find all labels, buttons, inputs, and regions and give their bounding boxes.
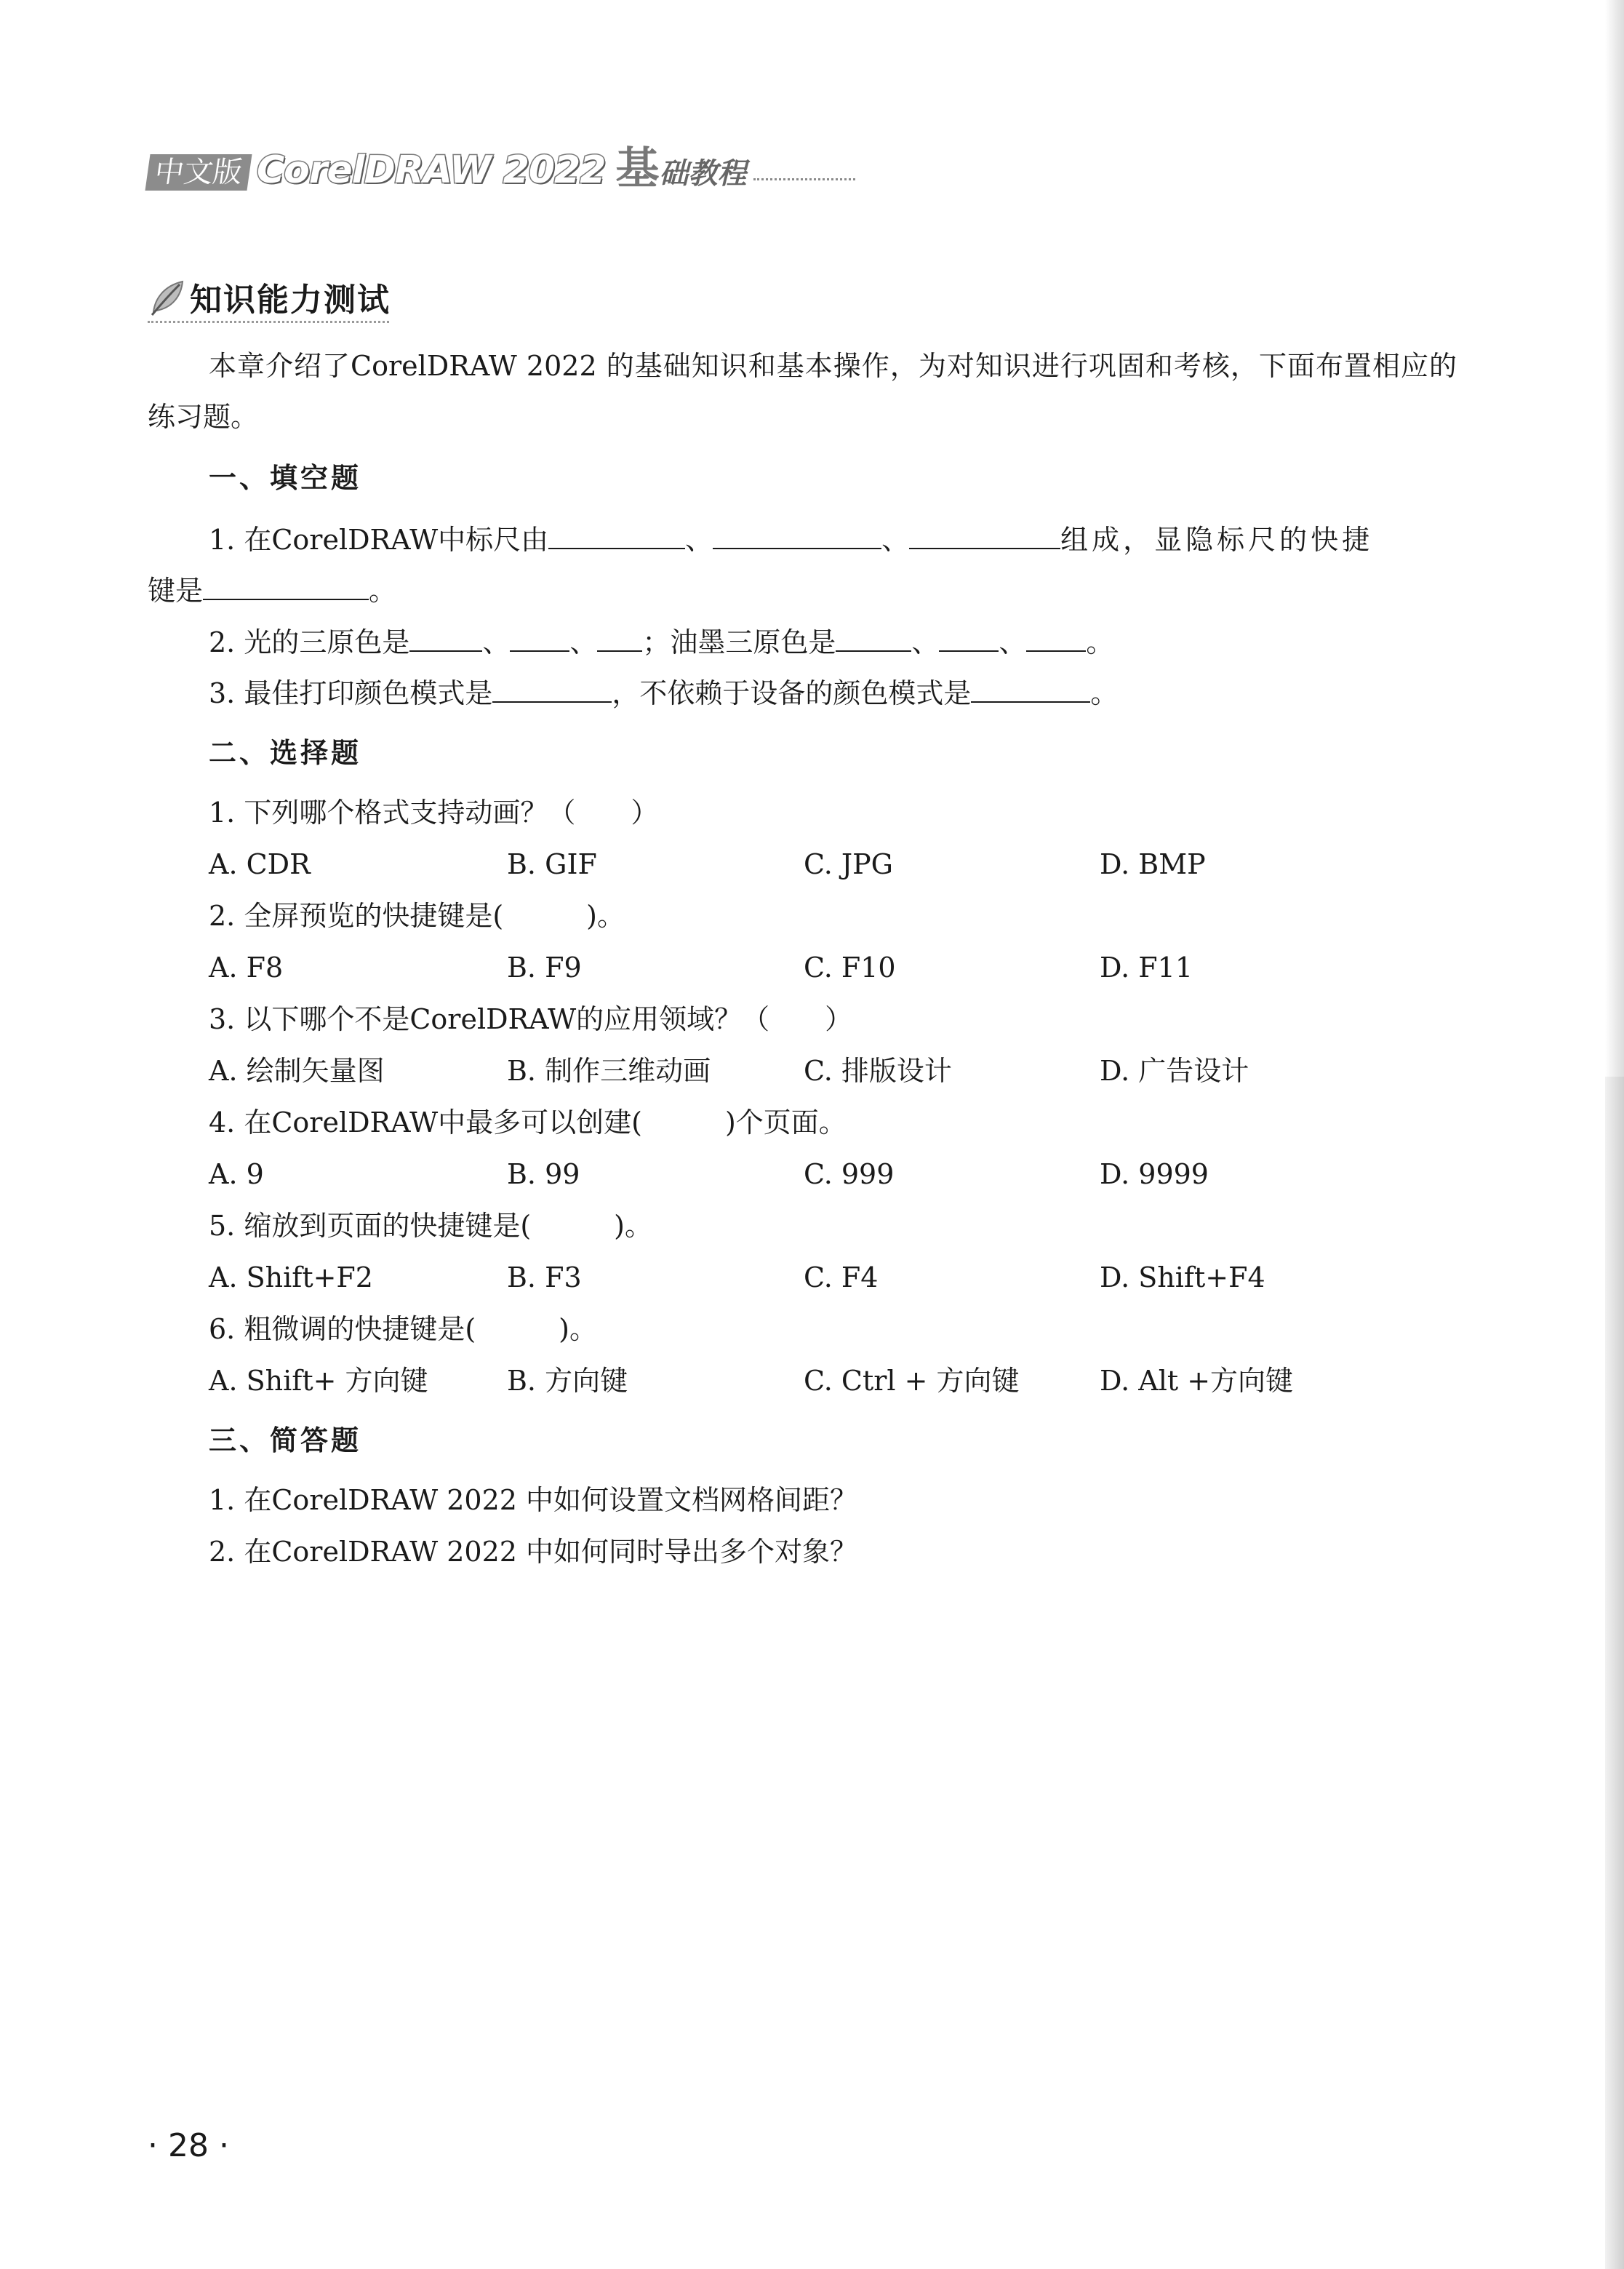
choice-option: D. Alt +方向键 (1100, 1365, 1294, 1397)
fill-q3-mid: ，不依赖于设备的颜色模式是 (612, 677, 972, 709)
choice-question-1: 1. 下列哪个格式支持动画？（ ） (209, 797, 659, 829)
fill-blank (203, 573, 369, 600)
choice-option: B. F9 (507, 952, 582, 984)
choice-option: A. CDR (209, 848, 311, 880)
fill-blank (939, 624, 999, 652)
choice-option: A. 9 (209, 1158, 264, 1190)
choice-option: D. 广告设计 (1100, 1055, 1249, 1087)
fill-q2-sep: 、 (482, 626, 511, 658)
fill-q2-end: 。 (1086, 626, 1114, 658)
section-title (148, 274, 391, 320)
heading-fill-blank: 一、填空题 (209, 461, 362, 494)
intro-paragraph: 本章介绍了CorelDRAW 2022 的基础知识和基本操作，为对知识进行巩固和考核，下面布置相应的练习题。 (148, 350, 1457, 433)
choice-option: C. F10 (804, 952, 896, 984)
choice-option: C. JPG (804, 848, 894, 880)
fill-q2-mid: ；油墨三原色是 (642, 626, 836, 658)
choice-question-3: 3. 以下哪个不是CorelDRAW的应用领域？（ ） (209, 1003, 853, 1035)
fill-q3-prefix: 3. 最佳打印颜色模式是 (209, 677, 493, 709)
fill-q3 (209, 675, 1118, 711)
fill-q1-cont: 键是 (148, 575, 204, 607)
fill-q1-line2 (148, 573, 396, 609)
choice-option: C. 排版设计 (804, 1055, 952, 1087)
choice-option: D. 9999 (1100, 1158, 1209, 1190)
choice-option: A. F8 (209, 952, 284, 984)
choice-option: C. F4 (804, 1261, 879, 1293)
choice-option: B. F3 (507, 1261, 582, 1293)
choice-question-4: 4. 在CorelDRAW中最多可以创建( )个页面。 (209, 1106, 847, 1139)
fill-q2 (209, 624, 1113, 661)
short-answer-q1: 1. 在CorelDRAW 2022 中如何设置文档网格间距？ (209, 1484, 857, 1516)
fill-q3-end: 。 (1090, 677, 1119, 709)
fill-blank (409, 624, 482, 652)
fill-blank (492, 675, 612, 703)
header-edition-label: 中文版 (145, 154, 252, 191)
section-title-underline (148, 321, 389, 323)
fill-q1-line1 (209, 522, 1373, 558)
choice-option: A. Shift+ 方向键 (209, 1365, 428, 1397)
fill-blank (1026, 624, 1086, 652)
choice-option: B. 99 (507, 1158, 580, 1190)
choice-option: D. BMP (1100, 848, 1206, 880)
header-title-big-char: 基 (615, 143, 660, 194)
heading-choice: 二、选择题 (209, 736, 362, 769)
running-header (148, 143, 855, 194)
choice-question-6: 6. 粗微调的快捷键是( )。 (209, 1313, 597, 1345)
header-product-name: CorelDRAW 2022 (257, 148, 606, 192)
fill-q2-prefix: 2. 光的三原色是 (209, 626, 410, 658)
choice-option: B. 方向键 (507, 1365, 628, 1397)
fill-q1-end: 。 (369, 575, 397, 607)
fill-q2-sep: 、 (999, 626, 1027, 658)
choice-question-2: 2. 全屏预览的快捷键是( )。 (209, 900, 625, 932)
fill-blank (836, 624, 911, 652)
page-edge-shadow-lower (1605, 1077, 1624, 2269)
section-title-text: 知识能力测试 (190, 282, 391, 319)
leaf-icon (148, 277, 187, 316)
choice-option: A. Shift+F2 (209, 1261, 373, 1293)
fill-blank (548, 522, 685, 549)
fill-blank (510, 624, 569, 652)
short-answer-q2: 2. 在CorelDRAW 2022 中如何同时导出多个对象？ (209, 1536, 857, 1568)
page-number: · 28 · (148, 2127, 229, 2164)
fill-blank (971, 675, 1090, 703)
fill-blank (597, 624, 642, 652)
fill-q1-sep: 、 (881, 524, 910, 556)
fill-q1-suffix: 组成，显隐标尺的快捷 (1060, 524, 1374, 556)
header-title-rest: 础教程 (659, 157, 747, 191)
choice-option: A. 绘制矢量图 (209, 1055, 385, 1087)
heading-short-answer: 三、简答题 (209, 1424, 362, 1456)
choice-option: B. 制作三维动画 (507, 1055, 711, 1087)
choice-option: C. 999 (804, 1158, 895, 1190)
choice-option: C. Ctrl + 方向键 (804, 1365, 1020, 1397)
fill-blank (713, 522, 881, 549)
choice-option: D. Shift+F4 (1100, 1261, 1265, 1293)
fill-q2-sep: 、 (911, 626, 940, 658)
fill-q2-sep: 、 (569, 626, 598, 658)
header-dotted-rule (753, 178, 855, 180)
choice-question-5: 5. 缩放到页面的快捷键是( )。 (209, 1210, 652, 1242)
choice-option: B. GIF (507, 848, 597, 880)
choice-option: D. F11 (1100, 952, 1193, 984)
fill-q1-sep: 、 (685, 524, 713, 556)
fill-blank (909, 522, 1060, 549)
fill-q1-prefix: 1. 在CorelDRAW中标尺由 (209, 524, 549, 556)
